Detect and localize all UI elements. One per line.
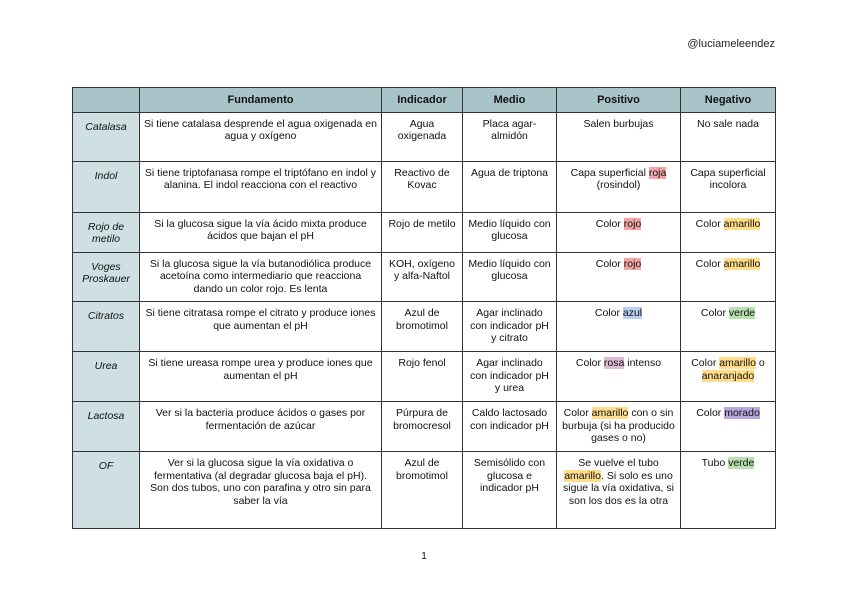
negativo-cell xyxy=(681,252,776,302)
negativo-cell xyxy=(681,212,776,252)
result-text: Color xyxy=(563,407,592,419)
positivo-cell xyxy=(557,161,681,212)
result-text: Tubo xyxy=(701,457,729,469)
color-highlight-orange: anaranjado xyxy=(701,369,755,382)
indicador-cell: Rojo de metilo xyxy=(382,212,463,252)
indicador-cell: Agua oxigenada xyxy=(382,112,463,161)
biochemical-tests-table xyxy=(72,87,776,529)
indicador-cell: KOH, oxígeno y alfa-Naftol xyxy=(382,252,463,302)
positivo-cell xyxy=(557,252,681,302)
test-name: Rojo de metilo xyxy=(73,212,140,252)
indicador-cell: Reactivo de Kovac xyxy=(382,161,463,212)
table-row xyxy=(73,112,776,161)
result-text: No sale nada xyxy=(697,117,759,130)
negativo-cell xyxy=(681,352,776,402)
result-text: con o sin burbuja (si ha producido gases o no) xyxy=(562,407,675,444)
medio-cell: Agar inclinado con indicador pH y citrato xyxy=(463,302,557,352)
test-name: Lactosa xyxy=(73,402,140,452)
positivo-cell xyxy=(557,352,681,402)
negativo-cell xyxy=(681,302,776,352)
table-row xyxy=(73,302,776,352)
indicador-cell: Rojo fenol xyxy=(382,352,463,402)
result-text: Salen burbujas xyxy=(583,117,654,130)
test-name: Urea xyxy=(73,352,140,402)
result-text: Color xyxy=(595,217,624,230)
color-highlight-pink: rosa xyxy=(603,357,625,369)
header-fundamento: Fundamento xyxy=(140,88,382,113)
fundamento-cell: Ver si la bacteria produce ácidos o gases por fermentación de azúcar xyxy=(140,402,382,452)
color-highlight-yellow: amarillo xyxy=(591,407,629,419)
color-highlight-green: verde xyxy=(728,307,756,319)
page-number: 1 xyxy=(421,551,427,562)
table-row xyxy=(73,402,776,452)
color-highlight-red: rojo xyxy=(623,217,642,230)
positivo-cell xyxy=(557,402,681,452)
color-highlight-green: verde xyxy=(728,457,755,469)
result-text: intenso xyxy=(624,357,662,369)
table-row xyxy=(73,452,776,529)
fundamento-cell: Si tiene catalasa desprende el agua oxigenada en agua y oxígeno xyxy=(140,112,382,161)
negativo-cell xyxy=(681,452,776,529)
fundamento-cell: Si la glucosa sigue la vía butanodiólica produce acetoína como intermediario que reacciona dando un color rojo. Es lenta xyxy=(140,252,382,302)
color-highlight-yellow: amarillo xyxy=(564,469,601,482)
author-handle: @luciameleendez xyxy=(687,38,775,50)
medio-cell: Medio líquido con glucosa xyxy=(463,252,557,302)
result-text: Color xyxy=(696,407,725,419)
negativo-cell xyxy=(681,402,776,452)
medio-cell: Caldo lactosado con indicador pH xyxy=(463,402,557,452)
result-text: o xyxy=(756,357,765,369)
table-row xyxy=(73,161,776,212)
indicador-cell: Azul de bromotimol xyxy=(382,302,463,352)
negativo-cell xyxy=(681,112,776,161)
fundamento-cell: Ver si la glucosa sigue la vía oxidativa o fermentativa (al degradar glucosa baja el pH). Son dos tubos, uno con parafina y otro sin para saber la vía xyxy=(140,452,382,529)
medio-cell: Medio líquido con glucosa xyxy=(463,212,557,252)
color-highlight-blue: azul xyxy=(622,307,643,319)
fundamento-cell: Si la glucosa sigue la vía ácido mixta produce ácidos que bajan el pH xyxy=(140,212,382,252)
table-header-row xyxy=(73,88,776,113)
result-text: Color xyxy=(575,357,604,369)
indicador-cell: Púrpura de bromocresol xyxy=(382,402,463,452)
result-text: (rosindol) xyxy=(596,179,641,191)
color-highlight-red: roja xyxy=(648,166,667,179)
result-text: Color xyxy=(594,307,623,319)
negativo-cell xyxy=(681,161,776,212)
header-negativo: Negativo xyxy=(681,88,776,113)
fundamento-cell: Si tiene triptofanasa rompe el triptófano en indol y alanina. El indol reacciona con el reactivo xyxy=(140,161,382,212)
positivo-cell xyxy=(557,452,681,529)
result-text: . Si solo es uno sigue la vía oxidativa, si son los dos es la otra xyxy=(563,469,674,507)
header-indicador: Indicador xyxy=(382,88,463,113)
test-name: Voges Proskauer xyxy=(73,252,140,302)
test-name: Catalasa xyxy=(73,112,140,161)
header-medio: Medio xyxy=(463,88,557,113)
table-row xyxy=(73,352,776,402)
medio-cell: Placa agar-almidón xyxy=(463,112,557,161)
color-highlight-red: rojo xyxy=(623,257,642,270)
header-positivo: Positivo xyxy=(557,88,681,113)
table-row xyxy=(73,212,776,252)
medio-cell: Agar inclinado con indicador pH y urea xyxy=(463,352,557,402)
positivo-cell xyxy=(557,302,681,352)
positivo-cell xyxy=(557,212,681,252)
indicador-cell: Azul de bromotimol xyxy=(382,452,463,529)
medio-cell: Semisólido con glucosa e indicador pH xyxy=(463,452,557,529)
fundamento-cell: Si tiene ureasa rompe urea y produce iones que aumentan el pH xyxy=(140,352,382,402)
test-name: OF xyxy=(73,452,140,529)
result-text: Color xyxy=(700,307,729,319)
color-highlight-yellow: amarillo xyxy=(719,357,756,369)
positivo-cell xyxy=(557,112,681,161)
result-text: Color xyxy=(695,257,724,270)
result-text: Color xyxy=(691,357,720,369)
test-name: Citratos xyxy=(73,302,140,352)
medio-cell: Agua de triptona xyxy=(463,161,557,212)
fundamento-cell: Si tiene citratasa rompe el citrato y produce iones que aumentan el pH xyxy=(140,302,382,352)
result-text: Se vuelve el tubo xyxy=(578,457,659,469)
test-name: Indol xyxy=(73,161,140,212)
table-row xyxy=(73,252,776,302)
header-corner xyxy=(73,88,140,113)
color-highlight-yellow: amarillo xyxy=(723,257,761,270)
result-text: Capa superficial xyxy=(570,166,649,179)
result-text: Color xyxy=(695,217,724,230)
result-text: Color xyxy=(595,257,624,270)
color-highlight-purple: morado xyxy=(724,407,760,419)
color-highlight-yellow: amarillo xyxy=(723,217,761,230)
result-text: Capa superficial incolora xyxy=(690,166,766,191)
